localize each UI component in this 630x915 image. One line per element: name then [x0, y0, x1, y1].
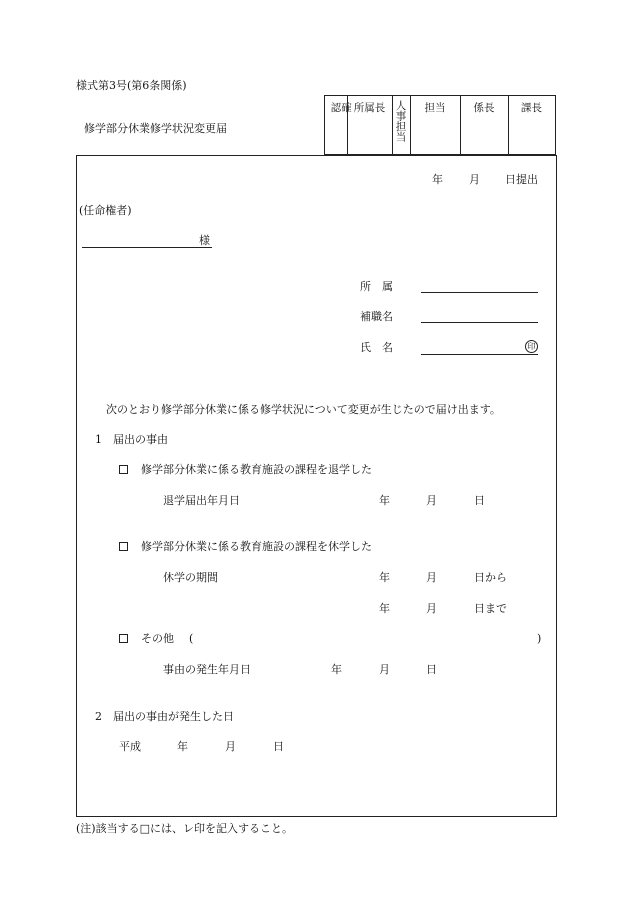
section2-year: 年 [177, 740, 188, 753]
option2-month2: 月 [426, 602, 437, 615]
approval-kacho-label: 課長 [521, 102, 542, 114]
appointer-label: (任命権者) [79, 204, 132, 217]
option2-period-label: 休学の期間 [163, 571, 218, 584]
seal-mark: 印 [525, 340, 538, 353]
approval-shozokucho-cell[interactable] [347, 96, 392, 154]
option2-day-to: 日まで [474, 602, 507, 615]
submit-year-label: 年 [432, 173, 443, 186]
shimei-label: 氏 名 [360, 341, 393, 354]
option2-year2: 年 [379, 602, 390, 615]
option3-date-label: 事由の発生年月日 [163, 663, 251, 676]
hoshoku-field[interactable] [421, 322, 538, 323]
footnote: (注)該当する□には、レ印を記入すること。 [76, 822, 293, 835]
form-title: 修学部分休業修学状況変更届 [84, 122, 227, 135]
option1-year: 年 [379, 494, 390, 507]
approval-kakunin-label: 確認 [329, 102, 352, 137]
section1-heading: 1 届出の事由 [95, 433, 168, 446]
option1-month: 月 [426, 494, 437, 507]
section2-month: 月 [225, 740, 236, 753]
option2-month: 月 [426, 571, 437, 584]
approval-jinji-cell [392, 96, 410, 154]
approval-tanto-cell[interactable] [410, 96, 460, 154]
option2-label: 修学部分休業に係る教育施設の課程を休学した [141, 540, 372, 553]
section2-day: 日 [273, 740, 284, 753]
option3-paren-open: ( [189, 632, 194, 645]
option1-day: 日 [474, 494, 485, 507]
shozoku-field[interactable] [421, 292, 538, 293]
approval-jinji-label: 人事担当 [394, 100, 407, 142]
option1-date-label: 退学届出年月日 [163, 494, 240, 507]
hoshoku-label: 補職名 [360, 310, 393, 323]
shimei-field[interactable] [421, 354, 538, 355]
section2-era: 平成 [119, 740, 141, 753]
option3-day: 日 [426, 663, 437, 676]
section2-heading: 2 届出の事由が発生した日 [95, 710, 234, 723]
approval-shozokucho-label: 所属長 [353, 102, 386, 114]
option3-paren-close: ) [537, 632, 542, 645]
option1-checkbox[interactable] [119, 465, 128, 474]
appointer-name-line[interactable] [82, 247, 212, 248]
approval-kakaricho-label: 係長 [473, 102, 495, 114]
appointer-sama: 様 [199, 234, 210, 247]
option3-month: 月 [379, 663, 390, 676]
intro-text: 次のとおり修学部分休業に係る修学状況について変更が生じたので届け出ます。 [106, 403, 501, 416]
option2-day-from: 日から [474, 571, 507, 584]
submit-day-label: 日提出 [505, 173, 538, 186]
option3-year: 年 [331, 663, 342, 676]
approval-kakaricho-cell[interactable] [460, 96, 508, 154]
approval-tanto-label: 担当 [424, 102, 446, 114]
shozoku-label: 所 属 [360, 280, 393, 293]
option2-year: 年 [379, 571, 390, 584]
form-number: 様式第3号(第6条関係) [76, 79, 187, 92]
option3-label: その他 [141, 632, 174, 645]
option2-checkbox[interactable] [119, 542, 128, 551]
submit-month-label: 月 [469, 173, 480, 186]
option1-label: 修学部分休業に係る教育施設の課程を退学した [141, 463, 372, 476]
approval-kakunin-cell [325, 96, 352, 154]
approval-table [324, 95, 556, 155]
option3-checkbox[interactable] [119, 634, 128, 643]
approval-kacho-cell[interactable] [508, 96, 555, 154]
